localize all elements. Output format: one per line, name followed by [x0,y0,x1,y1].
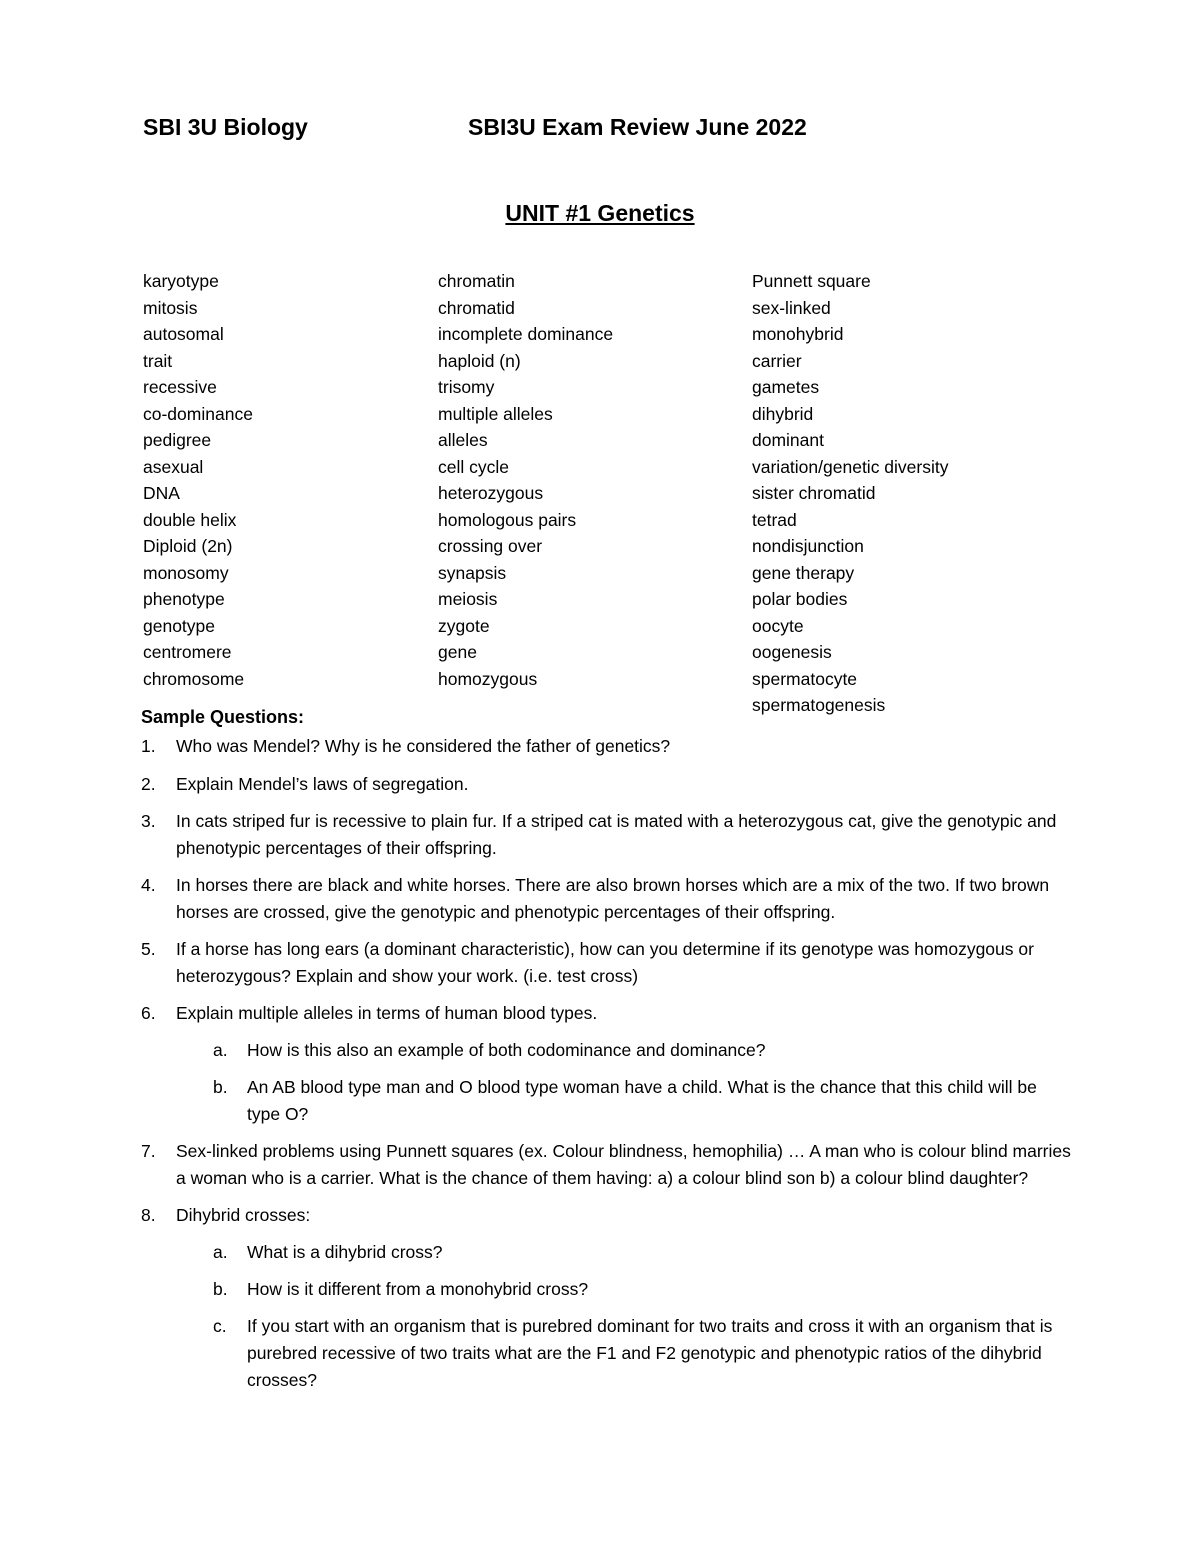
glossary-term: chromatin [438,271,515,291]
glossary-term: synapsis [438,562,507,583]
course-heading: SBI 3U Biology [143,114,308,140]
terms-column-2 [438,268,613,692]
question-item [141,872,1071,926]
sub-question-text: How is it different from a monohybrid cross? [247,1279,589,1299]
glossary-term: dihybrid [752,403,814,424]
question-text: Explain Mendel’s laws of segregation. [176,774,469,794]
glossary-term: nondisjunction [752,536,864,556]
glossary-term: centromere [143,642,232,662]
sub-question-list [176,1239,1071,1394]
glossary-term: autosomal [143,324,224,344]
sub-question-item [176,1037,1071,1064]
glossary-term: gene [438,642,477,662]
glossary-term: heterozygous [438,483,544,503]
glossary-term: chromosome [143,668,245,689]
glossary-term: carrier [752,350,802,371]
glossary-term: trisomy [438,377,495,397]
question-item [141,1202,1071,1394]
question-number: 2. [141,774,156,794]
sub-question-item [176,1276,1071,1303]
glossary-term: variation/genetic diversity [752,456,949,477]
terms-column-3 [752,268,948,719]
question-number: 8. [141,1205,156,1225]
question-item [141,936,1071,990]
glossary-term: meiosis [438,589,498,609]
glossary-term: zygote [438,615,490,636]
glossary-term: genotype [143,615,216,636]
sub-question-item [176,1074,1071,1128]
glossary-term: multiple alleles [438,403,553,424]
sub-question-text: If you start with an organism that is purebred dominant for two traits and cross it with an organism that is purebred recessive of two traits what are the F1 and F2 genotypic and phenotypic ratios of the dihybrid crosses? [247,1316,1053,1390]
question-item [141,1000,1071,1128]
glossary-term: incomplete dominance [438,324,614,344]
glossary-term: sex-linked [752,297,831,318]
sub-question-letter: a. [213,1242,228,1262]
glossary-term: gametes [752,377,820,397]
glossary-term: spermatogenesis [752,695,886,715]
question-text: Explain multiple alleles in terms of human blood types. [176,1003,598,1023]
sub-question-list [176,1037,1071,1128]
question-item [141,808,1071,862]
question-item [141,733,1071,760]
glossary-term: oocyte [752,615,804,636]
sub-question-letter: b. [213,1279,228,1299]
question-list [141,733,1071,1404]
glossary-term: tetrad [752,509,797,530]
glossary-term: asexual [143,456,204,477]
glossary-term: co-dominance [143,403,253,424]
question-text: In cats striped fur is recessive to plain fur. If a striped cat is mated with a heterozygous cat, give the genotypic and phenotypic percentages of their offspring. [176,811,1057,858]
glossary-term: crossing over [438,536,543,556]
sub-question-letter: c. [213,1316,227,1336]
question-item [141,1138,1071,1192]
glossary-term: homologous pairs [438,509,577,530]
glossary-term: monohybrid [752,324,844,344]
sub-question-item [176,1239,1071,1266]
glossary-term: double helix [143,509,237,530]
glossary-term: pedigree [143,430,212,450]
document-title: SBI3U Exam Review June 2022 [468,114,807,140]
glossary-term: karyotype [143,271,219,291]
question-text: If a horse has long ears (a dominant characteristic), how can you determine if its genotype was homozygous or heterozygous? Explain and show your work. (i.e. test cross) [176,939,1034,986]
question-text: In horses there are black and white horses. There are also brown horses which are a mix of the two. If two brown horses are crossed, give the genotypic and phenotypic percentages of their offspring. [176,875,1050,922]
sample-questions-heading: Sample Questions: [141,707,305,727]
question-text: Sex-linked problems using Punnett squares (ex. Colour blindness, hemophilia) … A man who is colour blind marries a woman who is a carrier. What is the chance of them having: a) a colour blind son b) a colour blind daughter? [176,1141,1071,1188]
terms-column-1 [143,268,253,692]
glossary-term: haploid (n) [438,350,521,371]
question-number: 7. [141,1141,156,1161]
glossary-term: oogenesis [752,642,832,662]
question-number: 4. [141,875,156,895]
question-number: 6. [141,1003,156,1023]
glossary-term: Punnett square [752,271,871,291]
glossary-term: mitosis [143,297,198,318]
glossary-term: dominant [752,430,824,450]
sub-question-item [176,1313,1071,1394]
glossary-term: spermatocyte [752,668,858,689]
glossary-term: monosomy [143,562,229,583]
glossary-term: chromatid [438,297,515,318]
unit-title: UNIT #1 Genetics [505,200,695,226]
glossary-term: recessive [143,377,217,397]
glossary-term: Diploid (2n) [143,536,233,556]
sub-question-letter: b. [213,1077,228,1097]
glossary-term: trait [143,350,173,371]
glossary-term: DNA [143,483,180,503]
glossary-term: cell cycle [438,456,509,477]
question-text: Dihybrid crosses: [176,1205,311,1225]
sub-question-text: An AB blood type man and O blood type woman have a child. What is the chance that this child will be type O? [247,1077,1037,1124]
sub-question-text: How is this also an example of both codominance and dominance? [247,1040,766,1060]
question-item [141,771,1071,798]
glossary-term: phenotype [143,589,225,609]
question-number: 1. [141,736,156,756]
glossary-term: homozygous [438,668,538,689]
glossary-term: alleles [438,430,488,450]
question-number: 5. [141,939,156,959]
glossary-term: gene therapy [752,562,855,583]
glossary-term: polar bodies [752,589,848,609]
question-number: 3. [141,811,156,831]
sub-question-letter: a. [213,1040,228,1060]
sub-question-text: What is a dihybrid cross? [247,1242,443,1262]
glossary-term: sister chromatid [752,483,876,503]
question-text: Who was Mendel? Why is he considered the father of genetics? [176,736,671,756]
